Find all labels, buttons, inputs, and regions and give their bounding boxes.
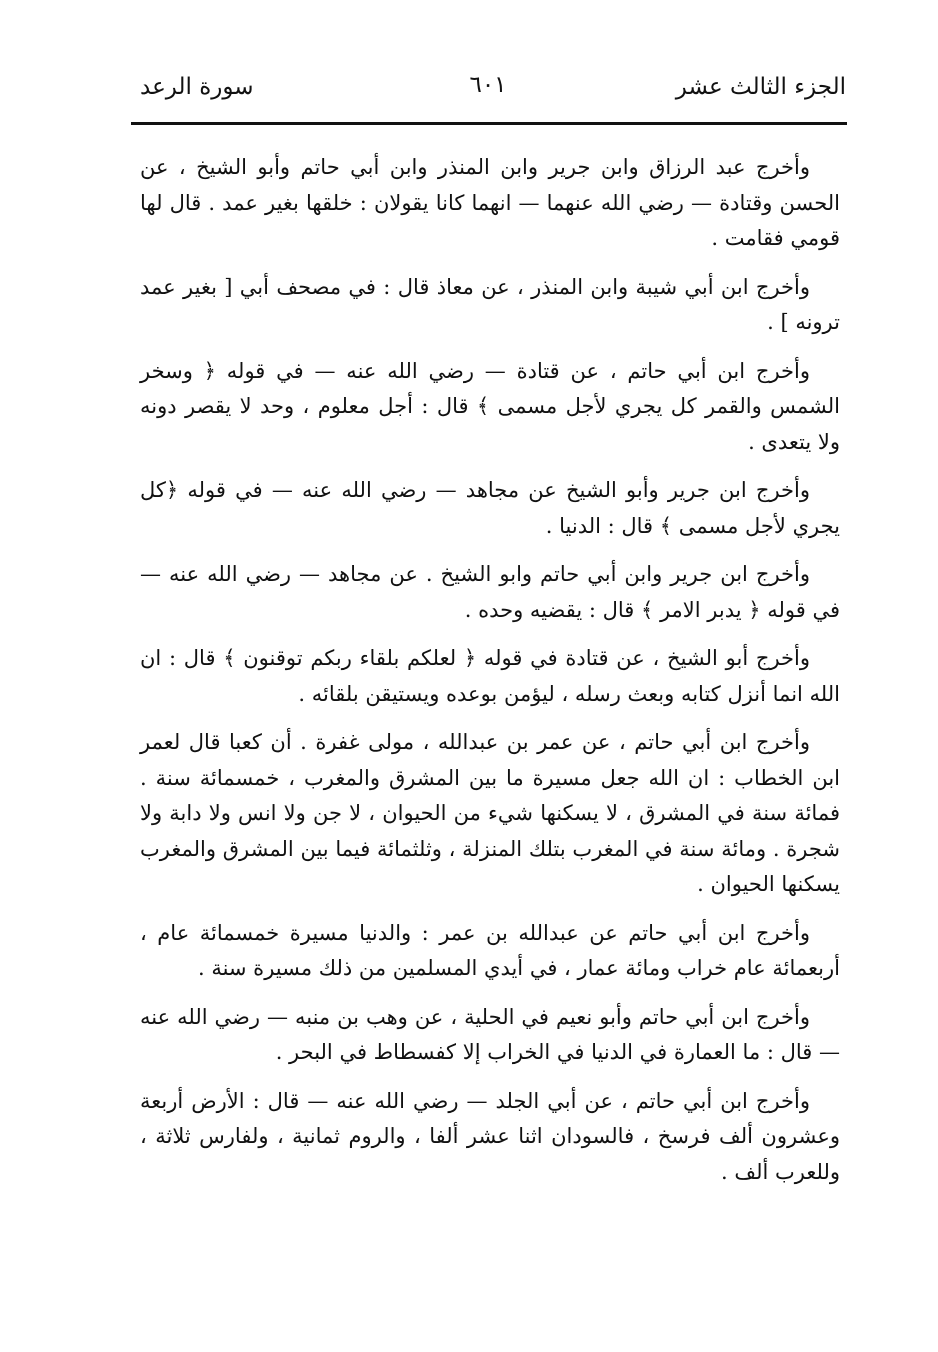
page-number: ٦٠١ <box>469 72 507 98</box>
header-rule <box>131 122 847 125</box>
paragraph: وأخرج أبو الشيخ ، عن قتادة في قوله ﴿ لعلكم بلقاء ربكم توقنون ﴾ قال : ان الله انما أنزل كتابه وبعث رسله ، ليؤمن بوعده ويستيقن بلقائه . <box>140 646 840 706</box>
paragraph: وأخرج ابن جرير وأبو الشيخ عن مجاهد — رضي الله عنه — في قوله ﴿كل يجري لأجل مسمى ﴾ قال : الدنيا . <box>140 478 840 538</box>
paragraph: وأخرج عبد الرزاق وابن جرير وابن المنذر وابن أبي حاتم وأبو الشيخ ، عن الحسن وقتادة — رضي الله عنهما — انهما كانا يقولان : خلقها بغير عمد . قال لها قومي فقامت . <box>140 155 840 250</box>
paragraph: وأخرج ابن أبي حاتم وأبو نعيم في الحلية ، عن وهب بن منبه — رضي الله عنه — قال : ما العمارة في الدنيا في الخراب إلا كفسطاط في البحر . <box>140 1004 840 1064</box>
running-header <box>130 66 846 106</box>
paragraph: وأخرج ابن أبي حاتم عن عبدالله بن عمر : والدنيا مسيرة خمسمائة عام ، أربعمائة عام خراب ومائة عمار ، في أيدي المسلمين من ذلك مسيرة سنة . <box>140 920 840 980</box>
paragraph: وأخرج ابن أبي حاتم ، عن قتادة — رضي الله عنه — في قوله ﴿ وسخر الشمس والقمر كل يجري لأجل مسمى ﴾ قال : أجل معلوم ، وحد لا يقصر دونه ولا يتعدى . <box>140 358 840 454</box>
paragraph: وأخرج ابن أبي حاتم ، عن أبي الجلد — رضي الله عنه — قال : الأرض أربعة وعشرون ألف فرسخ ، فالسودان اثنا عشر ألفا ، والروم ثمانية ، ولفارس ثلاثة ، وللعرب ألف . <box>140 1088 840 1184</box>
surah-title: سورة الرعد <box>140 74 254 100</box>
part-title: الجزء الثالث عشر <box>675 74 846 100</box>
paragraph: وأخرج ابن أبي شيبة وابن المنذر ، عن معاذ قال : في مصحف أبي [ بغير عمد ترونه ] . <box>140 274 840 334</box>
body-text <box>140 150 840 1203</box>
paragraph: وأخرج ابن أبي حاتم ، عن عمر بن عبدالله ، مولى غفرة . أن كعبا قال لعمر ابن الخطاب : ان الله جعل مسيرة ما بين المشرق والمغرب ، خمسمائة سنة . فمائة سنة في المشرق ، لا يسكنها شيء من الحيوان ، لا جن ولا انس ولا دابة ولا شجرة . ومائة سنة في المغرب بتلك المنزلة ، وثلثمائة فيما بين المشرق والمغرب يسكنها الحيوان . <box>140 730 841 896</box>
paragraph: وأخرج ابن جرير وابن أبي حاتم وابو الشيخ . عن مجاهد — رضي الله عنه — في قوله ﴿ يدبر الامر ﴾ قال : يقضيه وحده . <box>140 562 840 622</box>
